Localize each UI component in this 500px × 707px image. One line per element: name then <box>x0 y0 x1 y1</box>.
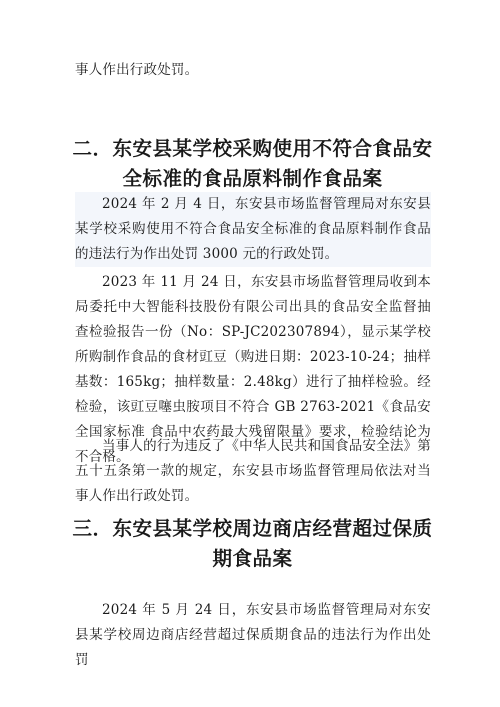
section-heading-3: 三．东安县某学校周边商店经营超过保质期食品案 <box>72 517 433 570</box>
section-2-paragraph-1: 2024 年 2 月 4 日，东安县市场监督管理局对东安县某学校采购使用不符合食品安全标准的食品原料制作食品的违法行为作出处罚 3000 元的行政处罚。 <box>75 192 431 267</box>
section-2-paragraph-3: 当事人的行为违反了《中华人民共和国食品安全法》第五十五条第一款的规定，东安县市场监督管理局依法对当事人作出行政处罚。 <box>75 438 431 504</box>
section-heading-2: 二．东安县某学校采购使用不符合食品安全标准的食品原料制作食品案 <box>72 137 433 190</box>
paragraph-continuation: 事人作出行政处罚。 <box>75 62 199 78</box>
section-2-paragraph-2: 2023 年 11 月 24 日，东安县市场监督管理局收到本局委托中大智能科技股份有限公司出具的食品安全监督抽查检验报告一份（No：SP-JC202307894），显示某学校所购制作食品的食材豇豆（购进日期：2023-10-24；抽样基数：165kg；抽样数量：2.48kg）进行了抽样检验。经检验，该豇豆噻虫胺项目不符合 GB 2763-2021《食品安全国家标准 食品中农药最大残留限量》要求，检验结论为不合格。 <box>75 274 431 465</box>
section-3-paragraph-1: 2024 年 5 月 24 日，东安县市场监督管理局对东安县某学校周边商店经营超过保质期食品的违法行为作出处罚 <box>75 602 431 668</box>
